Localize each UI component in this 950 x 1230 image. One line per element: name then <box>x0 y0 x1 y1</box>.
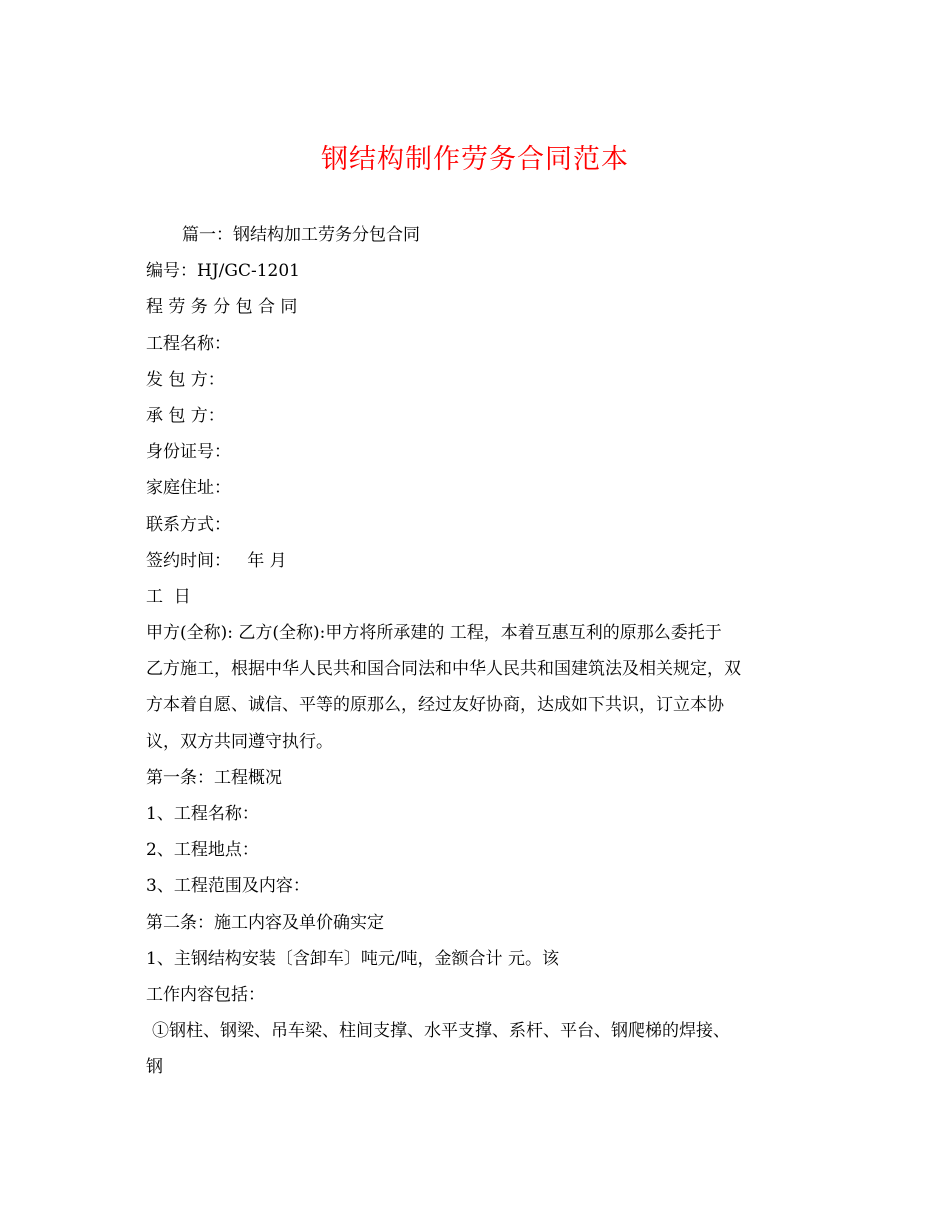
field-home-address: 家庭住址： <box>146 478 231 499</box>
paragraph-line: 议，双方共同遵守执行。 <box>146 731 333 752</box>
article-subitem: ①钢柱、钢梁、吊车梁、柱间支撑、水平支撑、系杆、平台、钢爬梯的焊接、 <box>152 1021 730 1042</box>
field-contact: 联系方式： <box>146 514 231 535</box>
paragraph-line: 乙方施工，根据中华人民共和国合同法和中华人民共和国建筑法及相关规定，双 <box>146 659 741 680</box>
field-contractor: 承 包 方： <box>146 405 225 426</box>
article-subitem-continued: 钢 <box>146 1057 163 1078</box>
article-item: 3、工程范围及内容： <box>146 876 310 897</box>
article-item: 2、工程地点： <box>146 840 259 861</box>
field-signing-time: 签约时间： 年 月 <box>146 550 287 571</box>
document-title: 钢结构制作劳务合同范本 <box>321 144 629 175</box>
field-id-number: 身份证号： <box>146 442 231 463</box>
paragraph-line: 甲方(全称): 乙方(全称):甲方将所承建的 工程，本着互惠互利的原那么委托于 <box>146 623 722 644</box>
section-heading: 篇一：钢结构加工劳务分包合同 <box>182 225 420 245</box>
document-body <box>146 217 810 1086</box>
article-two-heading: 第二条：施工内容及单价确实定 <box>146 912 384 933</box>
contract-subtitle: 程 劳 务 分 包 合 同 <box>146 297 298 318</box>
field-project-name: 工程名称： <box>146 333 231 354</box>
paragraph-line: 方本着自愿、诚信、平等的原那么，经过友好协商，达成如下共识，订立本协 <box>146 695 724 716</box>
article-one-heading: 第一条：工程概况 <box>146 767 282 788</box>
article-item: 1、主钢结构安装〔含卸车〕吨元/吨，金额合计 元。该 <box>146 948 559 969</box>
field-signing-day: 工 日 <box>146 586 191 607</box>
article-item: 1、工程名称： <box>146 804 259 824</box>
contract-number: 编号：HJ/GC-1201 <box>146 261 300 282</box>
field-employer: 发 包 方： <box>146 369 225 390</box>
article-item: 工作内容包括： <box>146 984 265 1005</box>
